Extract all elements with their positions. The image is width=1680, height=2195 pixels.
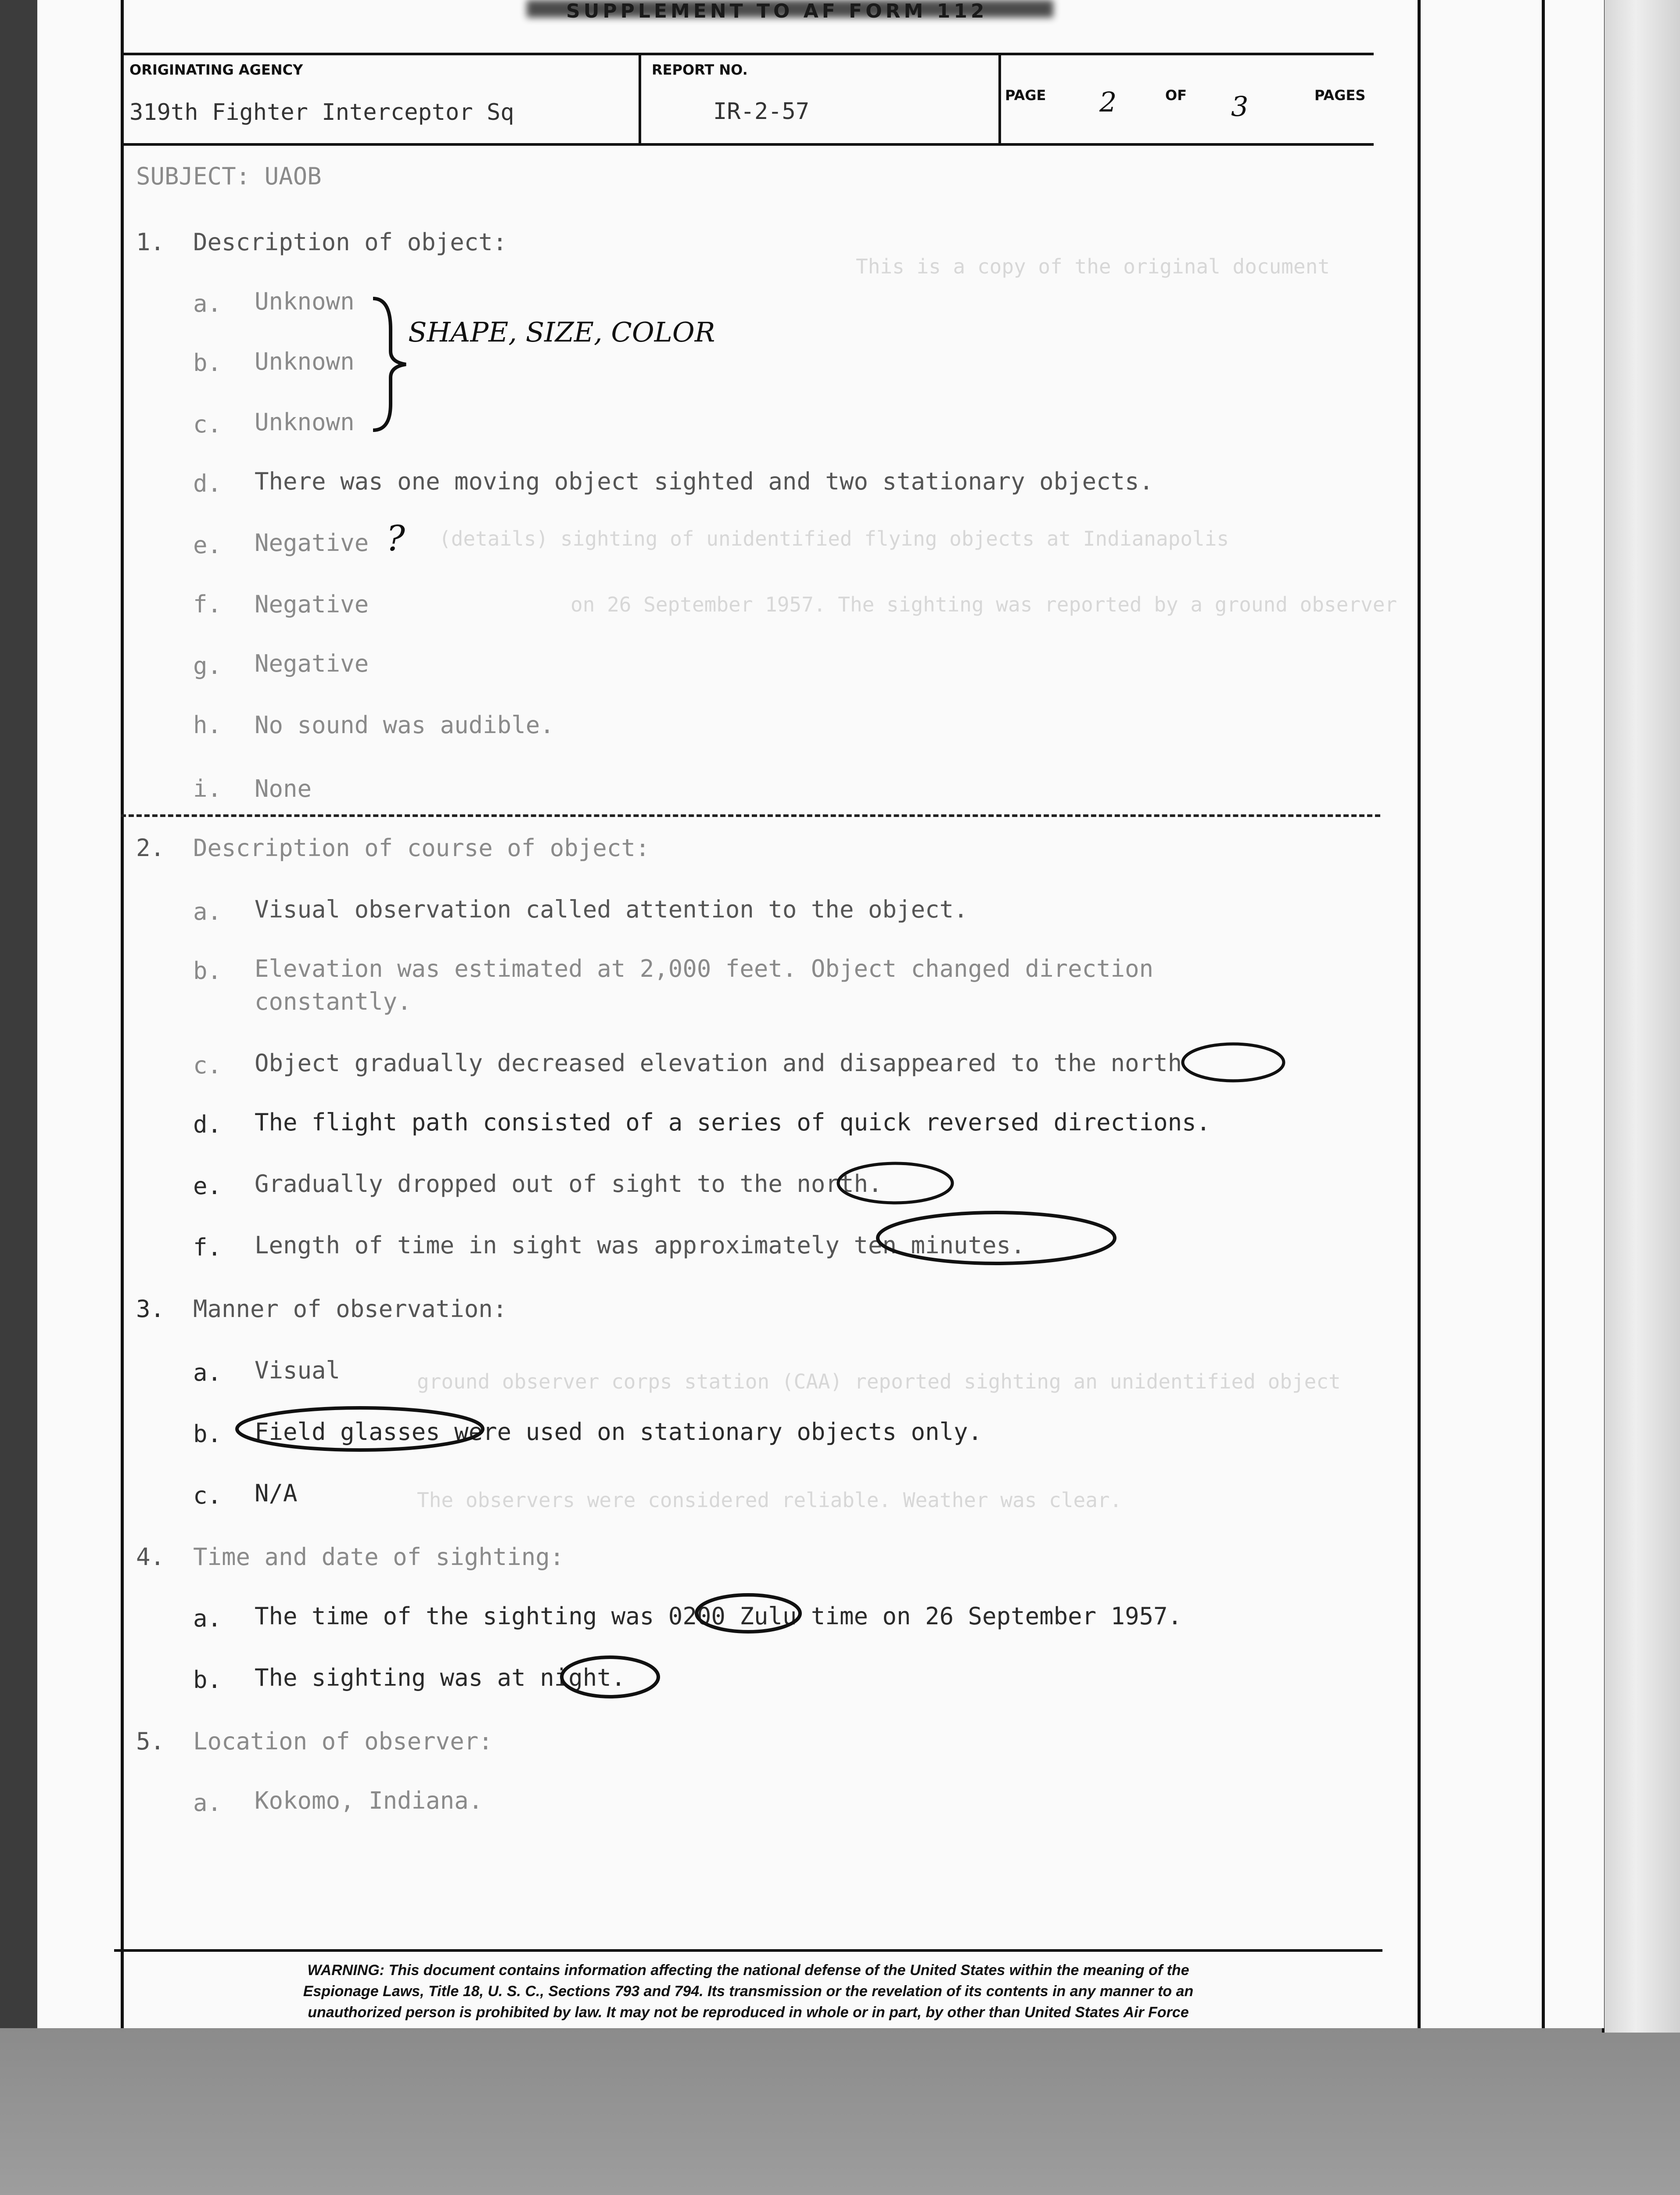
item-3b-letter: b.: [193, 1420, 222, 1448]
item-1g-text: Negative: [255, 650, 369, 677]
originating-agency-value: 319th Fighter Interceptor Sq: [129, 99, 514, 126]
item-2a-letter: a.: [193, 898, 222, 925]
header-divider: [998, 55, 1001, 143]
header-divider: [639, 55, 641, 143]
brace-mark: [369, 294, 413, 435]
handwritten-shape-size-color: SHAPE, SIZE, COLOR: [408, 316, 715, 348]
warning-line-3: unauthorized person is prohibited by law. It may not be reproduced in whole or in part, by other than United States Air Force: [308, 2004, 1189, 2021]
item-3b-text: Field glasses were used on stationary objects only.: [255, 1418, 983, 1446]
item-2b-text-cont: constantly.: [255, 988, 412, 1015]
section-1-title: Description of object:: [193, 228, 507, 256]
item-1i-text: None: [255, 775, 312, 802]
espionage-warning: [114, 1949, 1382, 2023]
report-no-label: REPORT NO.: [652, 61, 748, 78]
item-1h-letter: h.: [193, 711, 222, 739]
section-3-title: Manner of observation:: [193, 1295, 507, 1323]
report-no-value: IR-2-57: [713, 98, 810, 125]
item-3c-text: N/A: [255, 1479, 298, 1507]
item-1d-letter: d.: [193, 470, 222, 497]
report-header: [121, 53, 1374, 146]
item-1e-text: Negative: [255, 529, 369, 557]
circle-0200: [689, 1587, 808, 1640]
item-4a-text: The time of the sighting was 0200 Zulu time on 26 September 1957.: [255, 1602, 1182, 1630]
item-4b-text: The sighting was at night.: [255, 1664, 626, 1691]
item-2e-letter: e.: [193, 1172, 222, 1200]
item-1b-letter: b.: [193, 349, 222, 377]
item-4b-letter: b.: [193, 1666, 222, 1694]
circle-north-1: [1176, 1036, 1290, 1089]
item-1f-text: Negative: [255, 590, 369, 618]
section-5-number: 5.: [136, 1727, 165, 1755]
item-3c-letter: c.: [193, 1482, 222, 1509]
item-2d-text: The flight path consisted of a series of quick reversed directions.: [255, 1108, 1211, 1136]
item-4a-letter: a.: [193, 1605, 222, 1632]
section-4-number: 4.: [136, 1543, 165, 1571]
section-5-title: Location of observer:: [193, 1727, 493, 1755]
item-1d-text: There was one moving object sighted and two stationary objects.: [255, 468, 1154, 495]
page-edge-strip: [1602, 0, 1680, 2033]
item-1h-text: No sound was audible.: [255, 711, 554, 739]
item-1i-letter: i.: [193, 775, 222, 802]
section-4-title: Time and date of sighting:: [193, 1543, 564, 1571]
item-2c-text: Object gradually decreased elevation and disappeared to the north: [255, 1049, 1182, 1077]
item-1a-text: Unknown: [255, 288, 355, 315]
scan-background: [0, 2028, 1680, 2195]
pages-label: PAGES: [1314, 87, 1366, 104]
circle-ten-minutes: [869, 1203, 1124, 1273]
item-1c-letter: c.: [193, 410, 222, 438]
item-5a-letter: a.: [193, 1789, 222, 1817]
item-2b-text: Elevation was estimated at 2,000 feet. Object changed direction: [255, 955, 1154, 982]
item-1a-letter: a.: [193, 290, 222, 317]
section-2-title: Description of course of object:: [193, 834, 650, 862]
circle-night: [553, 1648, 667, 1706]
section-3-number: 3.: [136, 1295, 165, 1323]
item-2d-letter: d.: [193, 1111, 222, 1138]
item-2e-text: Gradually dropped out of sight to the north.: [255, 1170, 883, 1198]
warning-line-1: WARNING: This document contains information affecting the national defense of the United States within the meaning of the: [307, 1962, 1189, 1979]
warning-line-2: Espionage Laws, Title 18, U. S. C., Sections 793 and 794. Its transmission or the revelation of its contents in any manner to an: [303, 1983, 1194, 2000]
section-2-number: 2.: [136, 834, 165, 862]
item-2a-text: Visual observation called attention to the object.: [255, 896, 968, 923]
item-1g-letter: g.: [193, 652, 222, 680]
item-3a-letter: a.: [193, 1359, 222, 1386]
item-1c-text: Unknown: [255, 408, 355, 436]
item-2f-text: Length of time in sight was approximately ten minutes.: [255, 1231, 1025, 1259]
margin-rule: [1418, 0, 1421, 2028]
item-1f-letter: f.: [193, 590, 222, 618]
of-label: OF: [1165, 87, 1187, 104]
page-label: PAGE: [1005, 87, 1046, 104]
originating-agency-label: ORIGINATING AGENCY: [129, 61, 303, 78]
item-2b-letter: b.: [193, 957, 222, 985]
circle-field-glasses: [228, 1398, 492, 1460]
page-total: 3: [1231, 90, 1249, 122]
item-3a-text: Visual: [255, 1357, 341, 1384]
section-1-number: 1.: [136, 228, 165, 256]
item-1b-text: Unknown: [255, 348, 355, 375]
form-title: SUPPLEMENT TO AF FORM 112: [566, 0, 988, 22]
item-2c-letter: c.: [193, 1051, 222, 1079]
subject-line: SUBJECT: UAOB: [136, 162, 322, 190]
item-1e-letter: e.: [193, 531, 222, 559]
item-5a-text: Kokomo, Indiana.: [255, 1787, 483, 1814]
dashed-divider: [121, 814, 1380, 817]
page-number: 2: [1099, 86, 1117, 118]
item-2f-letter: f.: [193, 1234, 222, 1261]
handwritten-question-mark: ?: [386, 518, 405, 559]
